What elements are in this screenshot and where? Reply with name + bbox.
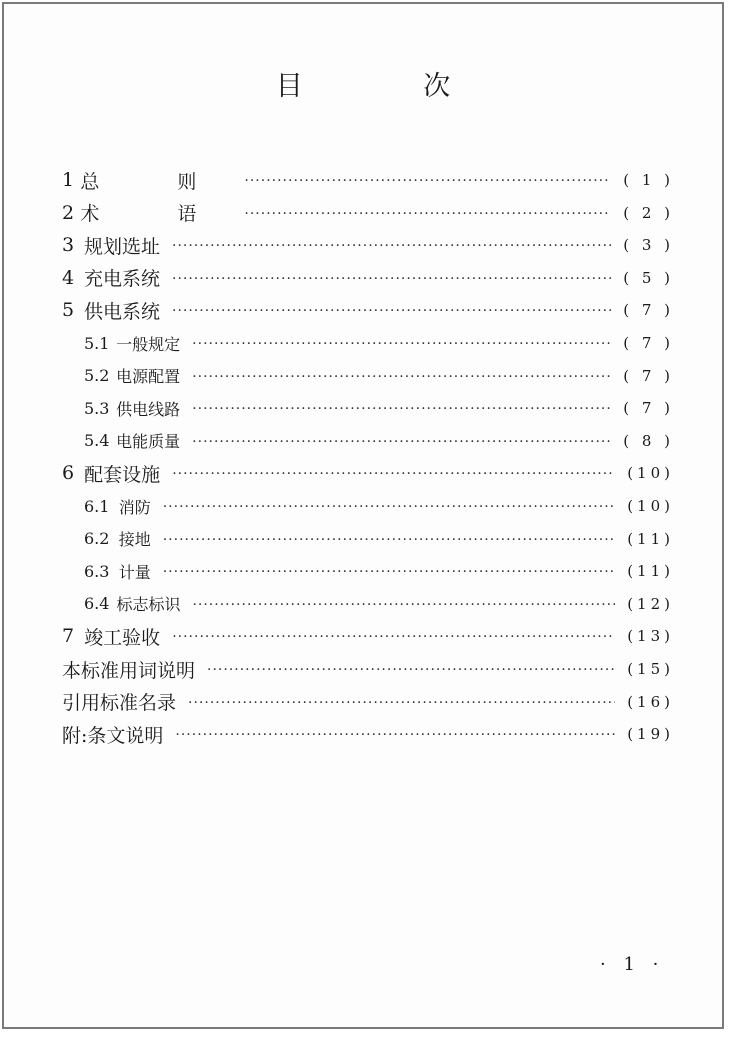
toc-entry-page: (11) [627,529,674,548]
toc-entry-number: 5.2 [84,366,110,386]
toc-dot-leader [192,402,611,416]
toc-entry-label: 电源配置 [116,367,181,387]
toc-entry[interactable] [62,686,674,718]
toc-dot-leader [175,728,615,742]
toc-entry-number: 5.3 [84,398,110,418]
toc-entry-label: 配套设施 [84,463,161,486]
toc-entry-label: 总 则 [80,170,233,193]
toc-entry[interactable] [62,197,674,229]
toc-entry-label: 电能质量 [116,432,181,452]
toc-entry-label: 本标准用词说明 [62,659,196,682]
toc-entry[interactable] [84,523,674,555]
toc-dot-leader [163,500,615,514]
toc-entry-page: (10) [627,497,674,515]
toc-entry[interactable] [62,164,674,196]
toc-entry[interactable] [62,229,674,261]
toc-entry[interactable] [62,294,674,326]
toc-entry-number: 6.2 [84,529,110,549]
toc-dot-leader [163,533,615,547]
toc-entry-label: 消防 [118,497,151,517]
toc-dot-leader [172,467,615,481]
toc-entry-number: 7 [62,625,75,648]
page-title: 目 次 [275,71,507,102]
toc-entry[interactable] [84,490,674,522]
toc-entry-number: 4 [62,266,75,289]
toc-entry-label: 附:条文说明 [62,724,164,747]
toc-entry-page: ( 1 ) [623,171,674,189]
toc-entry-page: (12) [627,594,674,613]
toc-entry[interactable] [62,457,674,489]
toc-entry-page: ( 7 ) [623,301,674,320]
toc-dot-leader [163,565,615,579]
toc-entry-page: (15) [627,660,674,678]
toc-entry-label: 引用标准名录 [62,692,177,715]
toc-dot-leader [172,239,611,253]
document-page [2,2,724,1029]
toc-entry-label: 接地 [118,530,151,550]
toc-dot-leader [172,630,615,644]
toc-dot-leader [192,337,611,351]
toc-entry[interactable] [62,718,674,750]
toc-dot-leader [244,174,611,188]
toc-entry-page: (11) [627,562,674,581]
toc-entry-number: 6 [62,462,75,485]
toc-entry-page: ( 7 ) [623,366,674,385]
toc-entry-page: ( 8 ) [623,431,674,450]
toc-dot-leader [188,696,615,710]
toc-entry-label: 竣工验收 [84,626,161,649]
toc-entry-number: 6.3 [84,561,110,581]
toc-entry-label: 标志标识 [116,595,181,615]
toc-dot-leader [172,272,611,286]
toc-dot-leader [244,207,611,221]
toc-entry[interactable] [84,588,674,620]
toc-dot-leader [192,435,611,449]
toc-entry-number: 3 [62,234,75,257]
toc-entry-page: (10) [627,464,674,483]
toc-entry[interactable] [84,555,674,587]
toc-entry[interactable] [62,653,674,685]
toc-entry[interactable] [84,360,674,392]
toc-entry-page: (13) [627,627,674,646]
toc-entry-number: 1 [62,169,75,191]
toc-entry-number: 6.4 [84,594,110,614]
toc-entry-page: (19) [627,725,674,744]
toc-entry-label: 供电系统 [83,300,160,323]
toc-entry-number: 5.4 [84,431,110,451]
toc-entry-label: 术 语 [80,203,233,226]
toc-entry[interactable] [84,392,674,424]
toc-dot-leader [192,598,615,612]
toc-entry[interactable] [84,327,674,359]
toc-entry-label: 供电线路 [116,399,181,419]
toc-entry-page: ( 5 ) [623,268,674,287]
toc-entry[interactable] [62,620,674,652]
toc-dot-leader [207,663,615,677]
toc-entry[interactable] [84,425,674,457]
toc-entry-page: (16) [627,692,674,711]
toc-entry-page: ( 3 ) [623,236,674,255]
toc-entry-label: 规划选址 [83,235,160,258]
toc-entry-number: 2 [62,201,75,224]
toc-entry[interactable] [62,262,674,294]
toc-entry-page: ( 2 ) [623,203,674,222]
toc-dot-leader [172,304,611,318]
toc-entry-number: 5.1 [84,333,110,353]
toc-entry-number: 6.1 [84,496,110,516]
toc-dot-leader [192,370,611,384]
page-number: · 1 · [600,954,665,975]
toc-entry-number: 5 [62,299,75,322]
toc-entry-page: ( 7 ) [623,334,674,352]
toc-entry-label: 充电系统 [83,268,160,291]
toc-entry-page: ( 7 ) [623,399,674,418]
toc-entry-label: 一般规定 [116,334,181,354]
toc-entry-label: 计量 [118,562,151,582]
